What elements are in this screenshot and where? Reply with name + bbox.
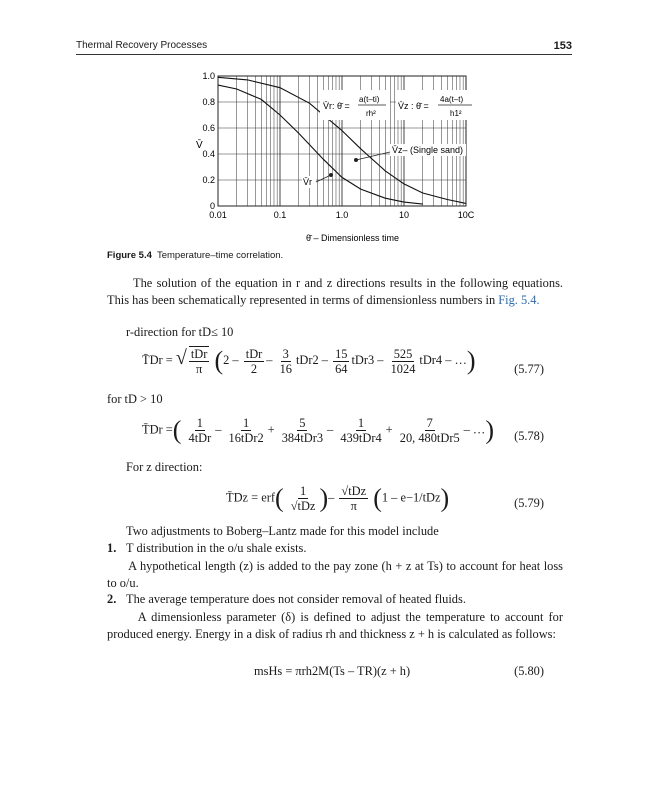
theta-r-num: a(t–ti) xyxy=(359,95,380,104)
running-title: Thermal Recovery Processes xyxy=(76,40,208,51)
page-number: 153 xyxy=(553,40,572,52)
equation-5-79: T̄Dz = erf( $\frac{1}{\text{√tDz}}$ )– $\frac{\text{√tDz}}{\pi}$ (1 – e−1/tDz) xyxy=(226,483,450,513)
temperature-time-chart xyxy=(188,64,508,250)
equation-5-78: T̄Dr =( $\frac{1}{\text{4tDr}}$ – $\frac{1}{\text{16tDr2}}$ + $\frac{5}{\text{384tDr3}}$ – $\frac{1}{\text{439tDr4}}$ + $\frac{7}{\text{20, 480tDr5}}$ – …) xyxy=(142,415,494,445)
equation-number-5-77: (5.77) xyxy=(514,362,544,376)
y-tick-label: 0.8 xyxy=(202,97,215,107)
for-gt-10-label: for tD > 10 xyxy=(107,392,163,406)
list-number-1: 1. xyxy=(107,541,117,555)
list-item-1: T distribution in the o/u shale exists. xyxy=(126,541,307,555)
figure-caption-label: Figure 5.4 xyxy=(107,250,152,261)
vz-pointer-tip xyxy=(354,158,358,162)
z-direction-label: For z direction: xyxy=(126,460,203,474)
x-tick-label: 0.1 xyxy=(273,210,287,220)
y-tick-labels xyxy=(202,71,215,211)
y-tick-label: 0.6 xyxy=(202,123,215,133)
x-tick-label: 10 xyxy=(398,210,410,220)
x-tick-label: 0.01 xyxy=(209,210,227,220)
figure-caption xyxy=(107,250,283,261)
theta-r-label: V̄r: θ̄ = xyxy=(323,101,350,111)
vz-curve-label: V̄z– (Single sand) xyxy=(392,145,464,155)
equation-number-5-79: (5.79) xyxy=(514,496,544,510)
x-axis-label: θ̄ – Dimensionless time xyxy=(306,233,400,243)
theta-r-den: rh² xyxy=(366,109,376,118)
y-tick-label: 0.2 xyxy=(202,175,215,185)
vz-pointer xyxy=(356,152,390,160)
figure-link[interactable]: Fig. 5.4. xyxy=(498,293,540,307)
x-tick-label: 1.0 xyxy=(335,210,349,220)
adjustments-intro: Two adjustments to Boberg–Lantz made for this model include xyxy=(126,524,439,538)
paragraph-delta: A dimensionless parameter (δ) is defined to adjust the temperature to account for produced energy. Energy in a disk of radius rh and thickness z + h is calculated as follows: xyxy=(107,610,563,641)
y-tick-label: 1.0 xyxy=(202,71,215,81)
equation-5-77: T̄Dr = √ $\frac{\text{tDr}}{\pi}$ (2 – $\frac{\text{tDr}}{2}$ – $\frac{3}{16}$ tDr2 – $\frac{15}{64}$ tDr3 – $\frac{525}{1024}$ tDr4 – …) xyxy=(142,346,476,376)
header-rule xyxy=(76,54,572,55)
equation-number-5-80: (5.80) xyxy=(514,664,544,678)
list-item-2: The average temperature does not consider removal of heated fluids. xyxy=(126,592,466,606)
list-item-1-detail: A hypothetical length (z) is added to the pay zone (h + z at Ts) to account for heat loss to o/u. xyxy=(107,559,563,590)
paragraph-solution xyxy=(107,275,563,309)
theta-z-den: h1² xyxy=(450,109,462,118)
vr-pointer-tip xyxy=(329,173,333,177)
figure-caption-text: Temperature–time correlation. xyxy=(156,250,284,261)
r-direction-label: r-direction for tD≤ 10 xyxy=(126,325,234,339)
x-tick-labels xyxy=(209,210,475,220)
y-axis-label: V̄ xyxy=(196,140,203,151)
paragraph-solution-text: The solution of the equation in r and z directions results in the following equations. This has been schematically represented in terms of dimensionless numbers in xyxy=(107,276,563,307)
theta-z-label: V̄z : θ̄ = xyxy=(398,101,429,111)
equation-number-5-78: (5.78) xyxy=(514,429,544,443)
y-tick-label: 0 xyxy=(209,201,215,211)
y-tick-label: 0.4 xyxy=(202,149,215,159)
x-tick-label: 10C xyxy=(457,210,475,220)
list-number-2: 2. xyxy=(107,592,117,606)
vr-curve-label: V̄r xyxy=(303,177,312,187)
theta-z-num: 4a(t–t) xyxy=(440,95,464,104)
equation-5-80: msHs = πrh2M(Ts – TR)(z + h) xyxy=(254,664,411,678)
